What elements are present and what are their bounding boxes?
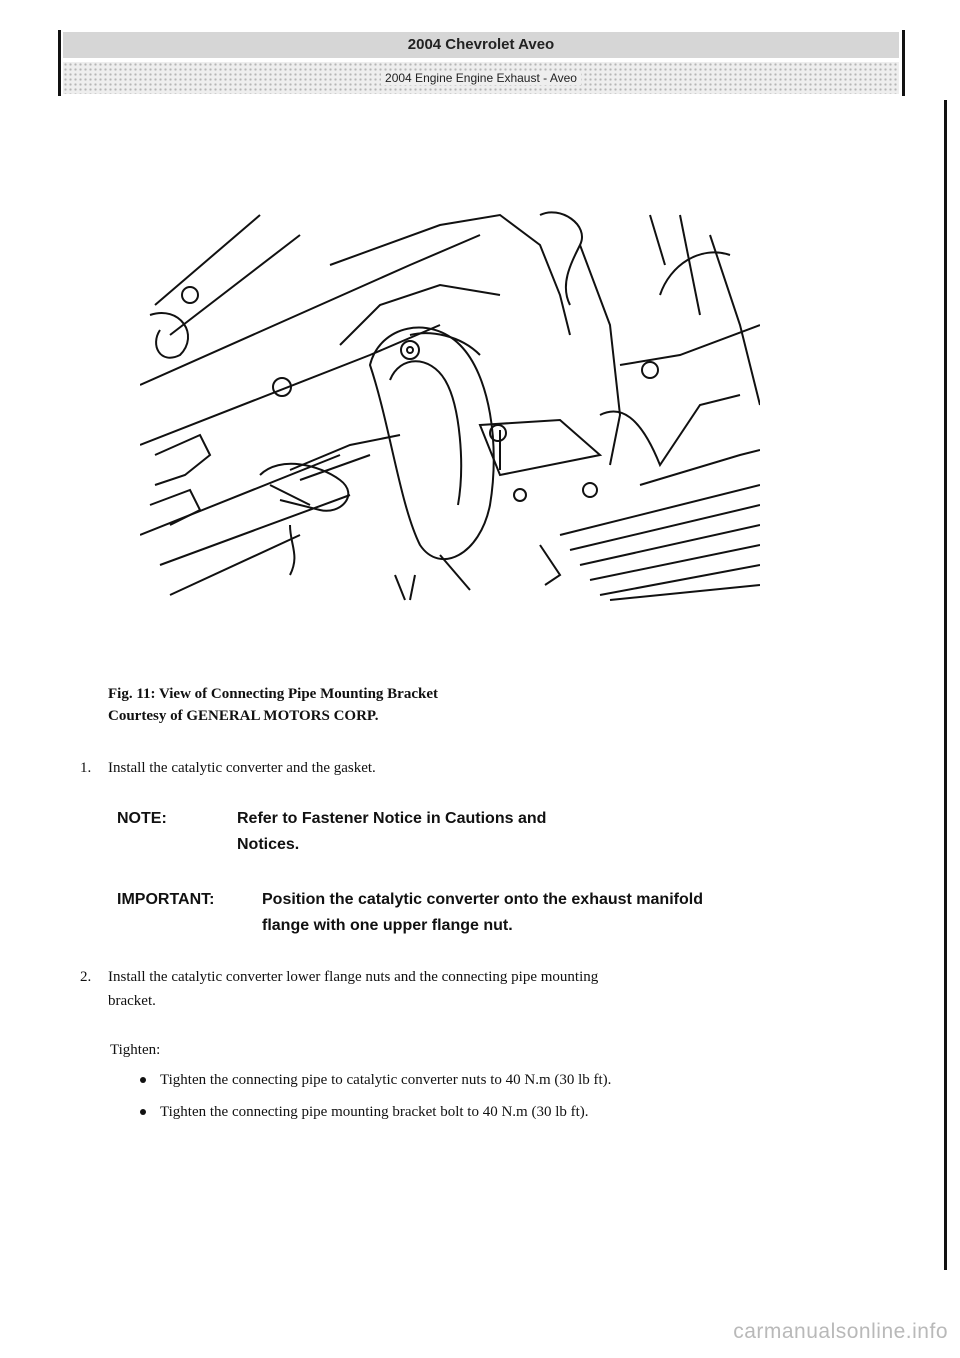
note-label: NOTE: — [117, 810, 167, 827]
note-block — [117, 806, 717, 860]
figure-caption — [108, 683, 438, 727]
step-number: 2. — [80, 969, 92, 985]
important-block — [117, 887, 907, 941]
note-text-line2: Notices. — [237, 836, 300, 853]
tighten-list — [140, 1069, 611, 1133]
step-text-line2: bracket. — [108, 993, 156, 1009]
page-subtitle: 2004 Engine Engine Exhaust - Aveo — [381, 71, 581, 85]
bullet-icon — [140, 1109, 146, 1115]
page-title: 2004 Chevrolet Aveo — [63, 32, 899, 58]
step-text: Install the catalytic converter and the gasket. — [108, 760, 376, 776]
header-right-rule — [902, 30, 905, 96]
list-item — [140, 1069, 611, 1101]
tighten-item-2: Tighten the connecting pipe mounting bracket bolt to 40 N.m (30 lb ft). — [160, 1104, 589, 1120]
page-right-rule — [944, 100, 947, 1270]
figure-caption-title: Fig. 11: View of Connecting Pipe Mounting Bracket — [108, 686, 438, 702]
step-1 — [80, 757, 880, 781]
important-text-line2: flange with one upper flange nut. — [262, 917, 513, 934]
tighten-label: Tighten: — [110, 1042, 161, 1058]
step-text-line1: Install the catalytic converter lower flange nuts and the connecting pipe mounting — [108, 969, 599, 985]
watermark-text: carmanualsonline.info — [733, 1320, 948, 1343]
header-left-rule — [58, 30, 61, 96]
tighten-item-1: Tighten the connecting pipe to catalytic converter nuts to 40 N.m (30 lb ft). — [160, 1072, 612, 1088]
note-text-line1: Refer to Fastener Notice in Cautions and — [237, 810, 547, 827]
figure-caption-credit: Courtesy of GENERAL MOTORS CORP. — [108, 708, 379, 724]
bullet-icon — [140, 1077, 146, 1083]
connecting-pipe-bracket-illustration — [140, 205, 760, 605]
important-label: IMPORTANT: — [117, 891, 215, 908]
list-item — [140, 1101, 611, 1133]
step-2 — [80, 966, 900, 1014]
page-subtitle-bar — [63, 62, 899, 94]
important-text-line1: Position the catalytic converter onto the exhaust manifold — [262, 891, 703, 908]
step-number: 1. — [80, 760, 92, 776]
